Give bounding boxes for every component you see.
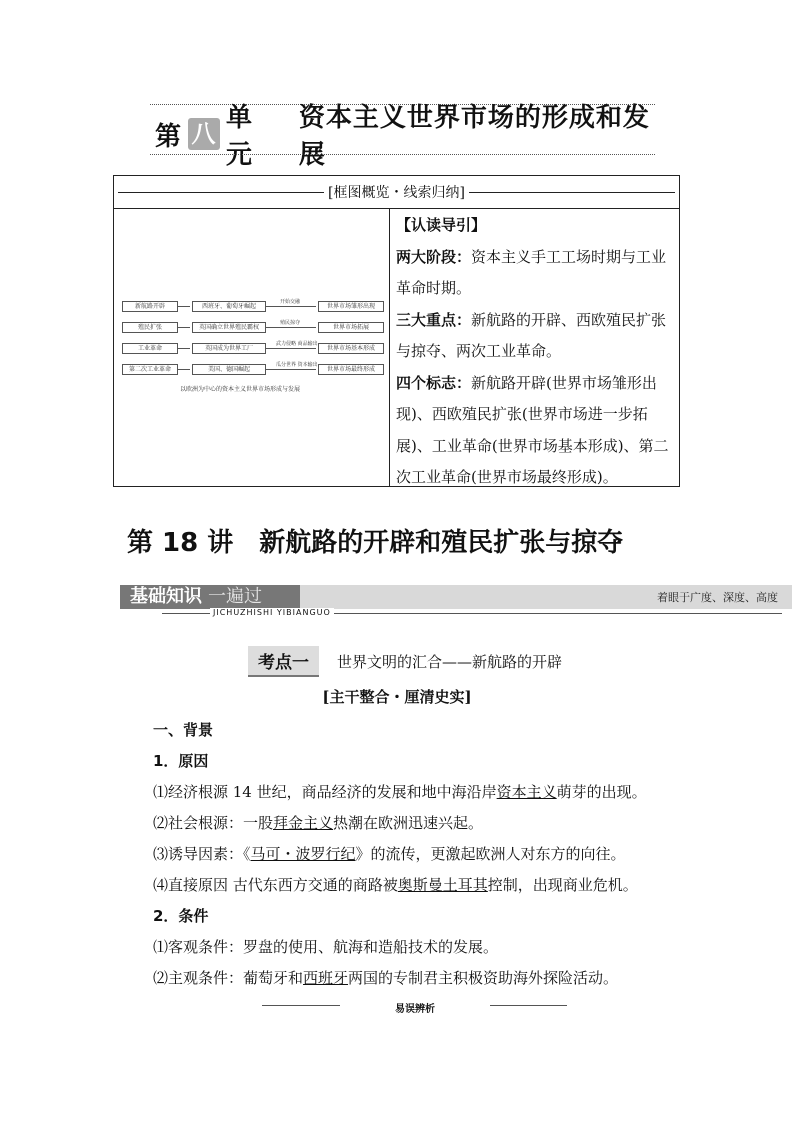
unit-title — [155, 103, 655, 170]
diagram-left-3: 第二次工业革命 — [122, 364, 178, 375]
paragraph: ⑵主观条件：葡萄牙和西班牙两国的专制君主积极资助海外探险活动。 — [153, 969, 619, 987]
diagram-arrow — [178, 369, 190, 370]
guide-focus-text: 新航路的开辟、西欧殖民扩张与掠夺、两次工业革命。 — [396, 310, 667, 360]
guide-stages-text: 资本主义手工工场时期与工业革命时期。 — [396, 247, 667, 297]
guide-title: 【认读导引】 — [396, 216, 487, 234]
section-heading: 一、背景 — [153, 721, 214, 739]
diagram-link-3: 瓜分世界 资本输出 — [276, 362, 318, 368]
diagram-middle-0: 西班牙、葡萄牙崛起 — [192, 301, 266, 312]
kaodian-title: 世界文明的汇合——新航路的开辟 — [337, 653, 563, 671]
diagram-arrow — [266, 327, 316, 328]
subsection-heading: 1．原因 — [153, 752, 209, 770]
banner-label — [120, 585, 300, 609]
diagram-left-1: 殖民扩张 — [122, 322, 178, 333]
diagram-left-0: 新航路开辟 — [122, 301, 178, 312]
subsection-heading: 2．条件 — [153, 907, 209, 925]
diagram-arrow — [266, 306, 316, 307]
framework-box — [113, 175, 680, 487]
banner-sub: 一遍过 — [208, 586, 262, 607]
underlined-term: 西班牙 — [303, 969, 349, 987]
diagram-arrow — [178, 327, 190, 328]
diagram-link-2: 武力侵略 商品输出 — [276, 341, 318, 347]
lecture-title: 第 18 讲 新航路的开辟和殖民扩张与掠夺 — [127, 528, 624, 558]
framework-diagram — [120, 296, 386, 396]
guide-marks-label: 四个标志： — [396, 373, 472, 392]
guide-stages-label: 两大阶段： — [396, 247, 472, 266]
diagram-arrow — [178, 306, 190, 307]
underlined-term: 拜金主义 — [273, 814, 334, 832]
sub-heading: [主干整合・厘清史实] — [322, 688, 472, 706]
diagram-middle-3: 美国、德国崛起 — [192, 364, 266, 375]
unit-prefix: 第 — [155, 121, 183, 152]
paragraph: ⑷直接原因 古代东西方交通的商路被奥斯曼土耳其控制，出现商业危机。 — [153, 876, 638, 894]
diagram-link-0: 开始交融 — [280, 299, 301, 305]
unit-title-text: 资本主义世界市场的形成和发展 — [298, 103, 650, 170]
guide-marks-text: 新航路开辟(世界市场雏形出现)、西欧殖民扩张(世界市场进一步拓展)、工业革命(世界市场基本形成)、第二次工业革命(世界市场最终形成)。 — [396, 373, 669, 486]
bottom-dotted-rule — [150, 154, 655, 155]
diagram-link-1: 殖民掠夺 — [280, 320, 301, 326]
framework-header-text: [框图概览・线索归纳] — [328, 185, 465, 201]
error-analysis-tag: 易误辨析 — [340, 1000, 490, 1015]
diagram-caption: 以欧洲为中心的资本主义世界市场形成与发展 — [180, 386, 301, 393]
banner-main: 基础知识 — [130, 586, 202, 607]
diagram-right-0: 世界市场雏形出现 — [318, 301, 384, 312]
diagram-middle-1: 英国确立世界殖民霸权 — [192, 322, 266, 333]
underlined-term: 奥斯曼土耳其 — [397, 876, 488, 894]
paragraph: ⑶诱导因素：《马可・波罗行纪》的流传，更激起欧洲人对东方的向往。 — [153, 845, 626, 863]
diagram-middle-2: 英国成为世界工厂 — [192, 343, 266, 354]
unit-number: 八 — [188, 118, 220, 150]
section-banner — [120, 585, 792, 609]
diagram-right-3: 世界市场最终形成 — [318, 364, 384, 375]
unit-suffix: 单元 — [226, 103, 254, 170]
framework-header — [114, 176, 679, 209]
diagram-right-1: 世界市场拓展 — [318, 322, 384, 333]
kaodian-label: 考点一 — [248, 646, 319, 677]
diagram-left-2: 工业革命 — [122, 343, 178, 354]
body-text — [153, 715, 713, 994]
banner-pinyin: JICHUZHISHI YIBIANGUO — [210, 608, 334, 617]
banner-right-text: 着眼于广度、深度、高度 — [657, 591, 778, 604]
diagram-arrow — [178, 348, 190, 349]
kaodian-heading — [248, 646, 562, 677]
diagram-right-2: 世界市场基本形成 — [318, 343, 384, 354]
guide-focus-label: 三大重点： — [396, 310, 472, 329]
reading-guide — [396, 210, 678, 494]
diagram-arrow — [266, 348, 316, 349]
underlined-term: 马可・波罗行纪 — [250, 845, 356, 863]
diagram-arrow — [266, 369, 316, 370]
underlined-term: 资本主义 — [496, 783, 557, 801]
paragraph: ⑴经济根源 14 世纪，商品经济的发展和地中海沿岸资本主义萌芽的出现。 — [153, 783, 647, 801]
framework-divider — [389, 208, 390, 486]
paragraph: ⑵社会根源：一股拜金主义热潮在欧洲迅速兴起。 — [153, 814, 484, 832]
paragraph: ⑴客观条件：罗盘的使用、航海和造船技术的发展。 — [153, 938, 499, 956]
